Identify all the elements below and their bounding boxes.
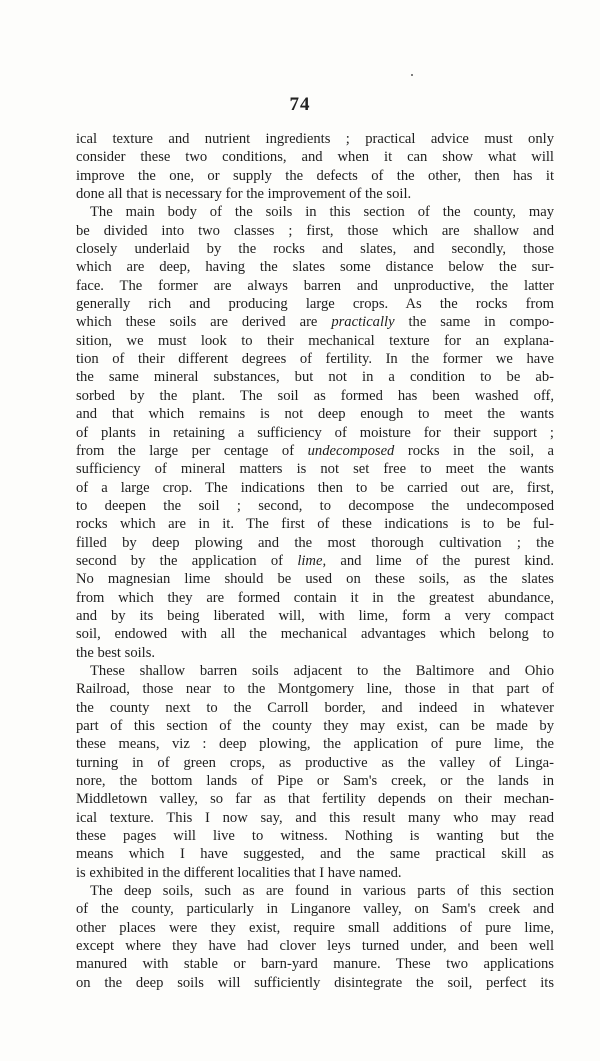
text-line: generally rich and producing large crops. As the rocks from xyxy=(76,296,554,313)
line-text-after: rocks in the soil, a xyxy=(394,442,554,459)
text-line: improve the one, or supply the defects of the other, then has it xyxy=(76,167,554,184)
paragraph-start-line: The main body of the soils in this section of the county, may xyxy=(90,204,554,221)
text-line: the best soils. xyxy=(76,644,156,661)
body-text xyxy=(76,130,554,992)
text-line: of a large crop. The indications then to be carried out are, first, xyxy=(76,479,554,496)
text-line xyxy=(76,313,554,331)
paragraph-start-line: These shallow barren soils adjacent to the Baltimore and Ohio xyxy=(90,662,554,679)
text-line xyxy=(76,442,554,460)
text-line: No magnesian lime should be used on these soils, as the slates xyxy=(76,571,554,588)
text-line xyxy=(76,552,554,570)
text-line: the same mineral substances, but not in a condition to be ab- xyxy=(76,369,554,386)
text-line: manured with stable or barn-yard manure. These two applications xyxy=(76,956,554,973)
text-line: which are deep, having the slates some distance below the sur- xyxy=(76,259,554,276)
text-line: and by its being liberated will, with lime, form a very compact xyxy=(76,607,554,624)
text-line: turning in of green crops, as productive as the valley of Linga- xyxy=(76,754,554,771)
text-line: sition, we must look to their mechanical texture for an explana- xyxy=(76,332,554,349)
text-line: is exhibited in the different localities that I have named. xyxy=(76,864,402,881)
text-line: other places were they exist, require small additions of pure lime, xyxy=(76,919,554,936)
text-line: consider these two conditions, and when it can show what will xyxy=(76,149,554,166)
line-text-after: the same in compo- xyxy=(394,314,554,331)
text-line: Railroad, those near to the Montgomery line, those in that part of xyxy=(76,681,554,698)
text-line: face. The former are always barren and unproductive, the latter xyxy=(76,277,554,294)
text-line: except where they have had clover leys turned under, and been well xyxy=(76,938,554,955)
line-text: which these soils are derived are xyxy=(76,314,318,331)
line-text-after: and lime of the purest kind. xyxy=(326,552,554,569)
text-line: these means, viz : deep plowing, the application of pure lime, the xyxy=(76,736,554,753)
text-line: and that which remains is not deep enough to meet the wants xyxy=(76,406,554,423)
text-line: Middletown valley, so far as that fertility depends on their mechan- xyxy=(76,791,554,808)
paper-speck xyxy=(411,74,413,76)
text-line: of plants in retaining a sufficiency of moisture for their support ; xyxy=(76,424,554,441)
text-line: ical texture and nutrient ingredients ; practical advice must only xyxy=(76,131,554,147)
text-line: on the deep soils will sufficiently disintegrate the soil, perfect its xyxy=(76,974,554,991)
line-text: from the large per centage of xyxy=(76,442,295,459)
paragraph-start-line: The deep soils, such as are found in various parts of this section xyxy=(90,883,554,900)
text-line: tion of their different degrees of fertility. In the former we have xyxy=(76,351,554,368)
text-line: sorbed by the plant. The soil as formed has been washed off, xyxy=(76,387,554,404)
text-line: be divided into two classes ; first, those which are shallow and xyxy=(76,222,554,239)
italic-phrase: lime, xyxy=(297,552,327,569)
text-line: rocks which are in it. The first of these indications is to be ful- xyxy=(76,516,554,533)
text-line: soil, endowed with all the mechanical advantages which belong to xyxy=(76,626,554,643)
text-line: the county next to the Carroll border, and indeed in whatever xyxy=(76,699,554,716)
text-line: of the county, particularly in Linganore valley, on Sam's creek and xyxy=(76,901,554,918)
text-line: sufficiency of mineral matters is not set free to meet the wants xyxy=(76,461,554,478)
text-line: part of this section of the county they may exist, can be made by xyxy=(76,718,554,734)
text-line: nore, the bottom lands of Pipe or Sam's creek, or the lands in xyxy=(76,773,554,790)
text-line: done all that is necessary for the improvement of the soil. xyxy=(76,186,412,203)
text-line: ical texture. This I now say, and this result many who may read xyxy=(76,809,554,826)
italic-phrase: undecomposed xyxy=(307,442,395,459)
page-number: 74 xyxy=(289,94,311,115)
text-line: means which I have suggested, and the same practical skill as xyxy=(76,846,554,863)
text-line: these pages will live to witness. Nothing is wanting but the xyxy=(76,828,554,845)
italic-phrase: practically xyxy=(331,314,395,331)
text-line: closely underlaid by the rocks and slates, and secondly, those xyxy=(76,241,554,258)
text-line: filled by deep plowing and the most thorough cultivation ; the xyxy=(76,534,554,551)
text-line: from which they are formed contain it in the greatest abundance, xyxy=(76,589,554,606)
line-text: second by the application of xyxy=(76,552,284,569)
text-line: to deepen the soil ; second, to decompose the undecomposed xyxy=(76,497,554,514)
